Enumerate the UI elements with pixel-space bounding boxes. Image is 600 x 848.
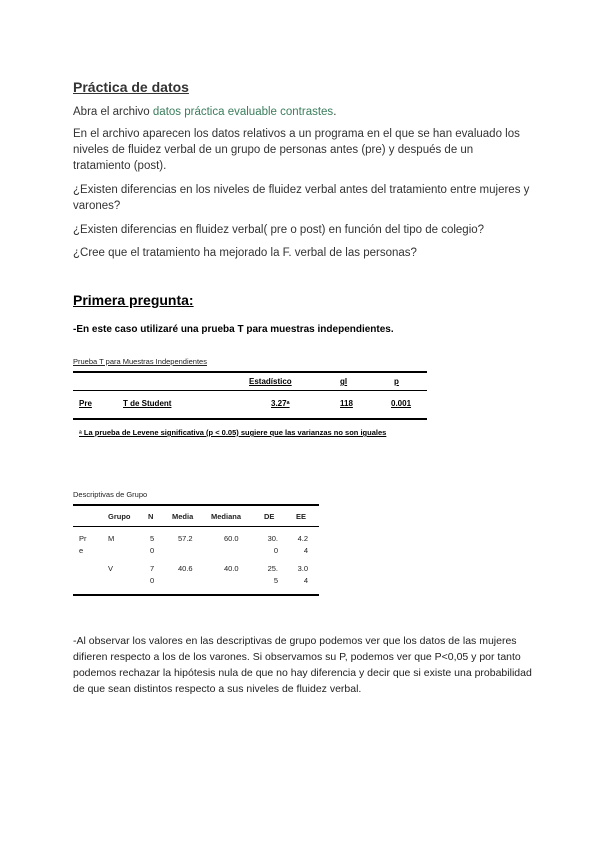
desc-caption: Descriptivas de Grupo	[73, 490, 148, 499]
desc-row-media: 40.6	[178, 564, 193, 573]
ttest-row-p: 0.001	[391, 399, 412, 408]
desc-row-grupo: V	[108, 564, 114, 573]
desc-header-rule	[73, 526, 319, 527]
conclusion-paragraph: -Al observar los valores en las descriptivas de grupo podemos ver que los datos de las mujeres difieren respecto a los de los varones. Si observamos su P, podemos ver que P<0,05 y por tanto podemos rechazar la hipótesis nula de que no hay diferencia y decir que si existe una probabilidad de que sean distintos respecto a sus niveles de fluidez verbal.	[73, 635, 532, 695]
desc-header-media: Media	[172, 512, 194, 521]
ttest-top-rule	[73, 371, 427, 373]
description-paragraph: En el archivo aparecen los datos relativos a un programa en el que se han evaluado los niveles de fluidez verbal de un grupo de personas antes (pre) y después de un tratamiento (post).	[73, 128, 520, 172]
desc-var-label: Pr e	[79, 534, 87, 555]
desc-row-ee: 4.2 4	[297, 534, 308, 555]
open-suffix: .	[333, 106, 337, 118]
desc-row-mediana: 60.0	[224, 534, 239, 543]
desc-top-rule	[73, 504, 319, 506]
ttest-header-rule	[73, 390, 427, 391]
ttest-stat-mark: ᵃ	[286, 399, 290, 408]
question-1: ¿Existen diferencias en los niveles de fluidez verbal antes del tratamiento entre mujeres y varones?	[73, 184, 530, 212]
ttest-header-gl: gl	[340, 377, 348, 386]
desc-header-ee: EE	[296, 512, 307, 521]
desc-row-de: 25. 5	[267, 564, 278, 585]
open-file-line	[73, 104, 533, 120]
desc-row-ee: 3.0 4	[297, 564, 308, 585]
desc-row-n: 7 0	[150, 564, 155, 585]
desc-row-media: 57.2	[178, 534, 193, 543]
desc-bottom-rule	[73, 594, 319, 596]
ttest-note: ᵃ La prueba de Levene significativa (p < 0.05) sugiere que las varianzas no son iguales	[79, 428, 387, 437]
desc-header-mediana: Mediana	[211, 512, 242, 521]
ttest-row-stat	[271, 399, 290, 408]
page-title: Práctica de datos	[73, 79, 189, 95]
desc-row-de: 30. 0	[267, 534, 278, 555]
ttest-row-test: T de Student	[123, 399, 172, 408]
desc-row-n: 5 0	[150, 534, 155, 555]
desc-header-grupo: Grupo	[108, 512, 131, 521]
method-line: -En este caso utilizaré una prueba T para muestras independientes.	[73, 324, 394, 335]
question-2: ¿Existen diferencias en fluidez verbal( pre o post) en función del tipo de colegio?	[73, 224, 485, 236]
desc-row-grupo: M	[108, 534, 115, 543]
ttest-header-stat: Estadístico	[249, 377, 292, 386]
question-3: ¿Cree que el tratamiento ha mejorado la F. verbal de las personas?	[73, 247, 417, 259]
ttest-header-p: p	[394, 377, 399, 386]
ttest-bottom-rule	[73, 418, 427, 420]
ttest-row-gl: 118	[340, 399, 353, 408]
ttest-stat-value: 3.27	[271, 399, 287, 408]
desc-header-n: N	[148, 512, 154, 521]
desc-header-de: DE	[264, 512, 275, 521]
ttest-row-var: Pre	[79, 399, 92, 408]
open-prefix: Abra el archivo	[73, 106, 153, 118]
section-heading: Primera pregunta:	[73, 292, 194, 308]
desc-row-mediana: 40.0	[224, 564, 239, 573]
ttest-caption: Prueba T para Muestras Independientes	[73, 357, 207, 366]
file-link[interactable]: datos práctica evaluable contrastes	[152, 106, 334, 118]
